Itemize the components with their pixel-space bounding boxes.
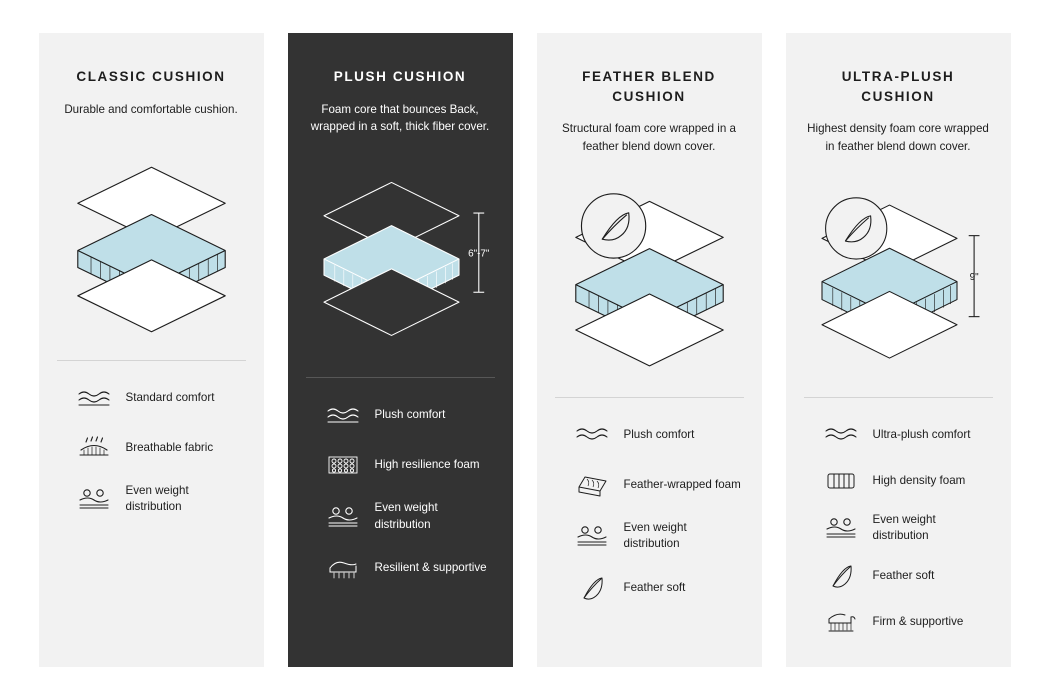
list-item bbox=[573, 470, 744, 500]
list-item bbox=[324, 450, 495, 480]
resilient-supportive-icon bbox=[324, 553, 362, 583]
feature-label: Even weight distribution bbox=[623, 520, 687, 551]
list-item bbox=[324, 500, 495, 533]
divider bbox=[804, 397, 993, 398]
list-item bbox=[75, 433, 246, 463]
card-subtitle: Durable and comfortable cushion. bbox=[64, 102, 238, 116]
cushion-layers-illustration bbox=[804, 173, 993, 383]
feature-label: Plush comfort bbox=[623, 427, 695, 441]
even-weight-distribution-icon bbox=[324, 502, 362, 532]
feature-label: Feather-wrapped foam bbox=[623, 477, 741, 491]
feature-label: Even weight distribution bbox=[374, 501, 438, 531]
feature-label: Resilient & supportive bbox=[374, 561, 487, 575]
cushion-card-ultra-plush bbox=[786, 33, 1011, 667]
list-item bbox=[822, 561, 993, 591]
feather-wrapped-foam-icon bbox=[573, 470, 611, 500]
firm-supportive-icon bbox=[822, 607, 860, 637]
card-subtitle: Foam core that bounces Back, wrapped in a soft, thick fiber cover. bbox=[310, 102, 490, 133]
cushion-layers-illustration bbox=[555, 173, 744, 383]
leaf-icon bbox=[573, 573, 611, 603]
list-item bbox=[573, 520, 744, 553]
feature-label: Firm & supportive bbox=[872, 614, 964, 628]
layered-cushion-diagram bbox=[306, 156, 495, 361]
layered-cushion-diagram bbox=[555, 175, 744, 380]
wave-lines-icon bbox=[324, 400, 362, 430]
even-weight-distribution-icon bbox=[75, 484, 113, 514]
even-weight-distribution-icon bbox=[822, 513, 860, 543]
divider bbox=[306, 377, 495, 378]
leaf-icon bbox=[822, 561, 860, 591]
card-subtitle: Highest density foam core wrapped in feather blend down cover. bbox=[807, 122, 989, 153]
cushion-card-classic bbox=[39, 33, 264, 667]
list-item bbox=[573, 420, 744, 450]
card-subtitle: Structural foam core wrapped in a feather blend down cover. bbox=[562, 122, 736, 153]
wave-lines-icon bbox=[573, 420, 611, 450]
feature-list bbox=[57, 383, 246, 516]
feature-label: Even weight distribution bbox=[125, 483, 189, 514]
card-title: ULTRA-PLUSH CUSHION bbox=[841, 69, 955, 104]
height-label: 6"-7" bbox=[467, 248, 489, 260]
card-title: CLASSIC CUSHION bbox=[76, 69, 226, 84]
card-title: FEATHER BLEND CUSHION bbox=[582, 69, 716, 104]
feature-label: Ultra-plush comfort bbox=[872, 427, 971, 441]
even-weight-distribution-icon bbox=[573, 521, 611, 551]
feature-label: Feather soft bbox=[872, 568, 935, 582]
card-title: PLUSH CUSHION bbox=[333, 69, 467, 84]
breathable-fabric-icon bbox=[75, 433, 113, 463]
divider bbox=[555, 397, 744, 398]
feature-label: Even weight distribution bbox=[872, 512, 936, 543]
wave-lines-icon bbox=[822, 420, 860, 450]
divider bbox=[57, 360, 246, 361]
list-item bbox=[75, 483, 246, 516]
cushion-card-feather-blend bbox=[537, 33, 762, 667]
feature-list bbox=[804, 420, 993, 637]
list-item bbox=[324, 400, 495, 430]
feature-label: Feather soft bbox=[623, 580, 686, 594]
list-item bbox=[324, 553, 495, 583]
feature-list bbox=[555, 420, 744, 603]
feature-label: High density foam bbox=[872, 473, 966, 487]
list-item bbox=[822, 607, 993, 637]
feature-list bbox=[306, 400, 495, 583]
list-item bbox=[573, 573, 744, 603]
cushion-layers-illustration bbox=[306, 153, 495, 363]
list-item bbox=[822, 466, 993, 496]
list-item bbox=[822, 420, 993, 450]
cushion-card-plush bbox=[288, 33, 513, 667]
list-item bbox=[75, 383, 246, 413]
list-item bbox=[822, 512, 993, 545]
high-resilience-foam-icon bbox=[324, 450, 362, 480]
feature-label: High resilience foam bbox=[374, 458, 480, 472]
layered-cushion-diagram bbox=[57, 141, 246, 341]
high-density-foam-icon bbox=[822, 466, 860, 496]
feature-label: Breathable fabric bbox=[125, 440, 214, 454]
feature-label: Plush comfort bbox=[374, 408, 446, 422]
wave-lines-icon bbox=[75, 383, 113, 413]
height-label: 9" bbox=[969, 272, 979, 284]
feature-label: Standard comfort bbox=[125, 390, 215, 404]
layered-cushion-diagram bbox=[804, 175, 993, 380]
cushion-layers-illustration bbox=[57, 136, 246, 346]
